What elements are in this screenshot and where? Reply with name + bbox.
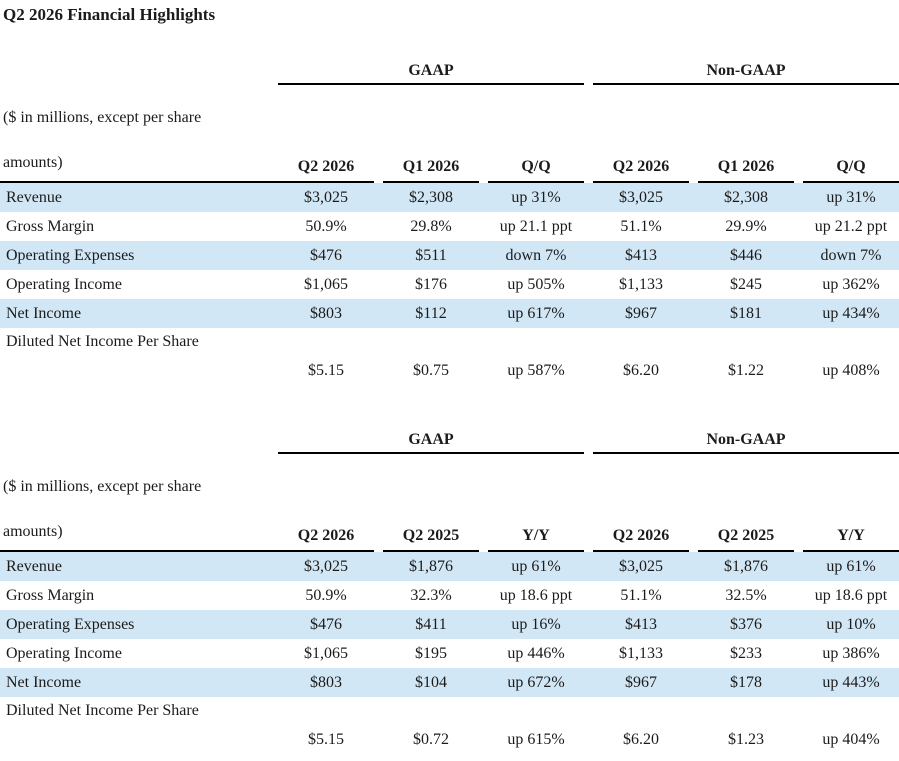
value-cell: up 443% (822, 673, 880, 691)
value-cell: $1,133 (619, 644, 663, 662)
table-row (0, 183, 899, 212)
value-cell: $0.75 (413, 362, 449, 379)
value-cell: $3,025 (619, 557, 663, 575)
value-cell: up 672% (507, 673, 565, 691)
column-header-1: Q2 2025 (383, 527, 479, 552)
table-row (0, 241, 899, 270)
non-gaap-group-header: Non-GAAP (593, 55, 899, 85)
value-cell: $3,025 (304, 557, 348, 575)
row-label: Operating Income (6, 275, 122, 293)
tables-container (0, 55, 899, 755)
row-label: Diluted Net Income Per Share (6, 702, 199, 719)
row-label: Operating Expenses (6, 615, 135, 633)
units-note-line2: amounts) (3, 154, 63, 171)
value-cell: $967 (625, 304, 657, 322)
value-cell: $446 (730, 246, 762, 264)
value-cell: up 615% (507, 731, 565, 748)
value-cell: down 7% (505, 246, 567, 264)
value-cell: $1,065 (304, 275, 348, 293)
value-cell: up 404% (822, 731, 880, 748)
table-row (0, 270, 899, 299)
units-note-line2: amounts) (3, 523, 63, 540)
value-cell: up 434% (822, 304, 880, 322)
value-cell: $112 (415, 304, 447, 322)
value-cell: up 408% (822, 362, 880, 379)
table-row (0, 639, 899, 668)
table-row (0, 212, 899, 241)
value-cell: 50.9% (305, 586, 347, 604)
value-cell: $6.20 (623, 362, 659, 379)
row-label: Revenue (6, 557, 62, 575)
value-cell: $1,065 (304, 644, 348, 662)
value-cell: up 18.6 ppt (499, 586, 573, 604)
value-cell: $6.20 (623, 731, 659, 748)
financial-table-year-over-year (0, 424, 899, 755)
column-header-3: Q2 2026 (593, 158, 689, 183)
row-label-line (0, 697, 899, 725)
value-cell: 51.1% (620, 217, 662, 235)
value-cell: $1.23 (728, 731, 764, 748)
value-cell: up 386% (822, 644, 880, 662)
row-label-line (0, 328, 899, 356)
value-cell: 29.9% (725, 217, 767, 235)
value-cell: $511 (415, 246, 447, 264)
value-cell: $181 (730, 304, 762, 322)
value-cell: $376 (730, 615, 762, 633)
value-cell: up 61% (511, 557, 561, 575)
value-cell: $413 (625, 246, 657, 264)
group-header-row (0, 55, 899, 85)
value-cell: $1,876 (409, 557, 453, 575)
row-label: Revenue (6, 188, 62, 206)
gaap-group-header: GAAP (278, 424, 584, 454)
value-cell: $245 (730, 275, 762, 293)
non-gaap-group-header: Non-GAAP (593, 424, 899, 454)
value-cell: up 446% (507, 644, 565, 662)
value-cell: up 16% (511, 615, 561, 633)
value-cell: $233 (730, 644, 762, 662)
column-header-1: Q1 2026 (383, 158, 479, 183)
column-header-5: Q/Q (803, 158, 899, 183)
value-cell: $1,133 (619, 275, 663, 293)
document-page (0, 5, 899, 755)
value-cell: up 617% (507, 304, 565, 322)
value-cell: $178 (730, 673, 762, 691)
value-cell: $195 (415, 644, 447, 662)
table-row-tall (0, 697, 899, 755)
row-label: Diluted Net Income Per Share (6, 333, 199, 350)
row-label: Operating Expenses (6, 246, 135, 264)
value-cell: $803 (310, 304, 342, 322)
value-cell: $5.15 (308, 362, 344, 379)
value-cell: $967 (625, 673, 657, 691)
value-cell: $3,025 (304, 188, 348, 206)
units-note-line1: ($ in millions, except per share (3, 109, 202, 126)
value-cell: 51.1% (620, 586, 662, 604)
column-header-row (0, 85, 899, 183)
financial-table-quarter-over-quarter (0, 55, 899, 386)
value-cell: 50.9% (305, 217, 347, 235)
row-values-line (0, 725, 899, 755)
value-cell: 32.3% (410, 586, 452, 604)
table-row-tall (0, 328, 899, 386)
table-row (0, 581, 899, 610)
value-cell: up 31% (826, 188, 876, 206)
row-label: Operating Income (6, 644, 122, 662)
value-cell: $104 (415, 673, 447, 691)
units-note-line1: ($ in millions, except per share (3, 478, 202, 495)
value-cell: down 7% (820, 246, 882, 264)
row-label: Gross Margin (6, 586, 95, 604)
value-cell: $411 (415, 615, 447, 633)
value-cell: up 10% (826, 615, 876, 633)
value-cell: $5.15 (308, 731, 344, 748)
column-header-2: Y/Y (488, 527, 584, 552)
page-title: Q2 2026 Financial Highlights (3, 5, 216, 24)
value-cell: up 18.6 ppt (814, 586, 888, 604)
value-cell: $413 (625, 615, 657, 633)
row-label: Gross Margin (6, 217, 95, 235)
column-header-5: Y/Y (803, 527, 899, 552)
column-header-4: Q2 2025 (698, 527, 794, 552)
value-cell: up 61% (826, 557, 876, 575)
value-cell: $176 (415, 275, 447, 293)
table-row (0, 610, 899, 639)
value-cell: up 505% (507, 275, 565, 293)
column-header-row (0, 454, 899, 552)
value-cell: up 31% (511, 188, 561, 206)
column-header-3: Q2 2026 (593, 527, 689, 552)
value-cell: $803 (310, 673, 342, 691)
table-row (0, 668, 899, 697)
value-cell: $1,876 (724, 557, 768, 575)
value-cell: 32.5% (725, 586, 767, 604)
row-label: Net Income (6, 304, 82, 322)
row-values-line (0, 356, 899, 386)
units-note (0, 85, 278, 183)
value-cell: $0.72 (413, 731, 449, 748)
table-row (0, 299, 899, 328)
gaap-group-header: GAAP (278, 55, 584, 85)
value-cell: $476 (310, 246, 342, 264)
row-label: Net Income (6, 673, 82, 691)
value-cell: up 21.1 ppt (499, 217, 573, 235)
value-cell: up 362% (822, 275, 880, 293)
value-cell: $1.22 (728, 362, 764, 379)
column-header-4: Q1 2026 (698, 158, 794, 183)
value-cell: up 587% (507, 362, 565, 379)
column-header-0: Q2 2026 (278, 527, 374, 552)
group-header-row (0, 424, 899, 454)
value-cell: $2,308 (724, 188, 768, 206)
value-cell: $2,308 (409, 188, 453, 206)
value-cell: $476 (310, 615, 342, 633)
value-cell: $3,025 (619, 188, 663, 206)
column-header-0: Q2 2026 (278, 158, 374, 183)
value-cell: 29.8% (410, 217, 452, 235)
column-header-2: Q/Q (488, 158, 584, 183)
units-note (0, 454, 278, 552)
table-row (0, 552, 899, 581)
value-cell: up 21.2 ppt (814, 217, 888, 235)
